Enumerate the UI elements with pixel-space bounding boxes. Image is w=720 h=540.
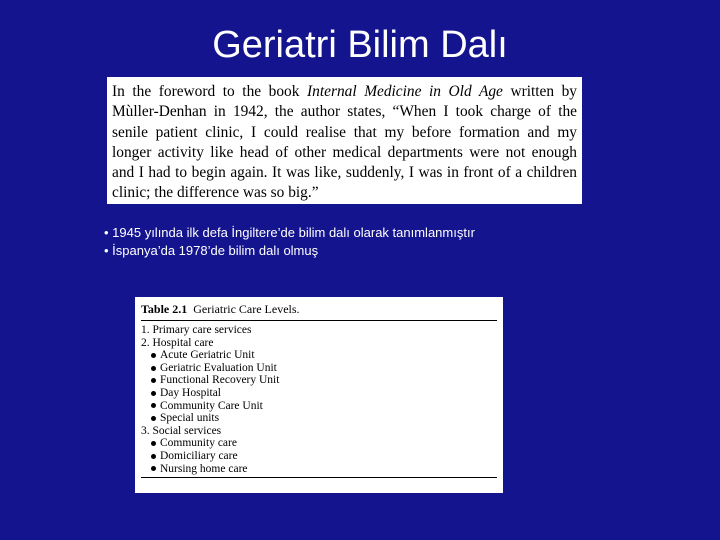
bullet-dot-icon	[151, 466, 156, 471]
bullet-dot-icon	[151, 403, 156, 408]
table-row-label: Day Hospital	[160, 386, 222, 399]
table-row-label: Functional Recovery Unit	[160, 374, 280, 387]
table-row	[141, 400, 497, 413]
bullet-dot-icon	[151, 416, 156, 421]
bullet-item: • 1945 yılında ilk defa İngiltere’de bilim dalı olarak tanımlanmıştır	[104, 225, 475, 240]
table-caption	[141, 301, 497, 321]
table-row	[141, 362, 497, 375]
table-row	[141, 412, 497, 425]
quote-book-title: Internal Medicine in Old Age	[307, 83, 503, 100]
care-levels-table-image	[135, 297, 503, 493]
bullet-dot-icon	[151, 454, 156, 459]
table-row-label: Nursing home care	[160, 462, 248, 475]
bullet-dot-icon	[151, 378, 156, 383]
table-row-label: Community care	[160, 437, 237, 450]
table-row: 3. Social services	[141, 424, 222, 437]
quote-image	[107, 77, 582, 204]
quote-text-post: written by Mùller-Denhan in 1942, the author states, “When I took charge of the senile patient clinic, I could realise that my before formation and my longer activity like head of other medical departments were not enough and I had to begin again. It was like, suddenly, I was in front of a children clinic; the difference was so big.”	[112, 83, 578, 202]
table-row	[141, 450, 497, 463]
table-row	[141, 349, 497, 362]
table-row-label: Domiciliary care	[160, 449, 238, 462]
slide-title: Geriatri Bilim Dalı	[212, 24, 508, 66]
table-list	[141, 324, 497, 475]
table-row-label: Community Care Unit	[160, 399, 263, 412]
table-row: 2. Hospital care	[141, 336, 214, 349]
table-row-label: Geriatric Evaluation Unit	[160, 361, 277, 374]
bullet-dot-icon	[151, 353, 156, 358]
bullet-dot-icon	[151, 441, 156, 446]
table-row	[141, 374, 497, 387]
table-row-label: Special units	[160, 412, 220, 425]
bullet-list	[104, 224, 475, 260]
table-caption-text: Geriatric Care Levels.	[193, 302, 300, 316]
table-row-label: Acute Geriatric Unit	[160, 349, 255, 362]
table-bottom-rule	[141, 477, 497, 478]
table-row	[141, 437, 497, 450]
quote-text	[112, 82, 577, 204]
table-row	[141, 387, 497, 400]
table-row: 1. Primary care services	[141, 324, 252, 336]
table-row	[141, 463, 497, 476]
bullet-dot-icon	[151, 391, 156, 396]
quote-text-pre: In the foreword to the book	[112, 83, 308, 100]
bullet-dot-icon	[151, 366, 156, 371]
table-label: Table 2.1	[141, 302, 188, 316]
bullet-item: • İspanya’da 1978’de bilim dalı olmuş	[104, 243, 319, 258]
